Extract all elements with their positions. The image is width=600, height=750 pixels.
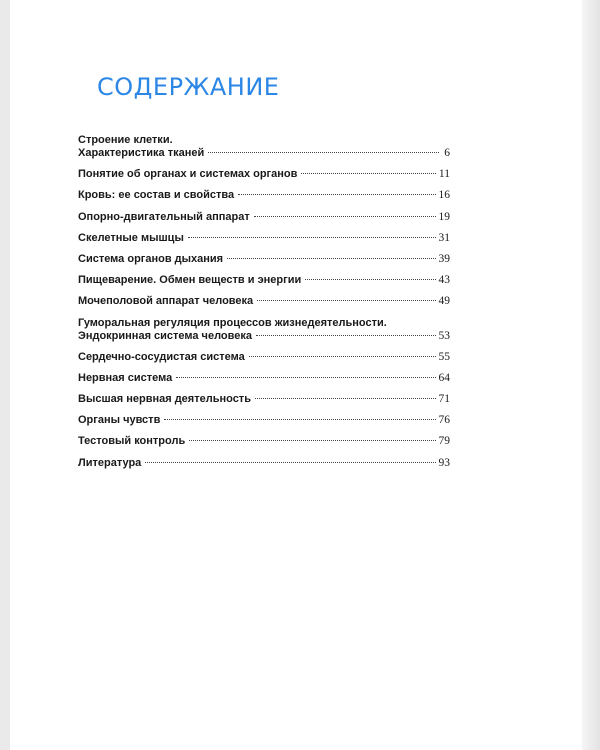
toc-entry-page: 55: [438, 350, 450, 363]
page-edge: [582, 0, 600, 750]
toc-entry-page: 76: [438, 414, 450, 427]
dot-leader: [249, 356, 436, 357]
toc-entry-label: Пищеварение. Обмен веществ и энергии: [78, 274, 302, 287]
toc-entry-page: 31: [438, 231, 450, 244]
toc-entry-page: 49: [438, 295, 450, 308]
toc-entry: [78, 457, 450, 470]
dot-leader: [145, 462, 435, 463]
toc-entry-label: Нервная система: [78, 371, 173, 384]
toc-entry-label: Мочеполовой аппарат человека: [78, 295, 254, 308]
toc-entry-page: 16: [438, 189, 450, 202]
toc-entry: [78, 134, 450, 160]
toc-entry: [78, 435, 450, 448]
toc-entry-label: Органы чувств: [78, 414, 161, 427]
toc-entry-page: 19: [438, 210, 450, 223]
toc-entry-page: 93: [438, 456, 450, 469]
toc-entry: [78, 351, 450, 364]
toc-entry-label: Скелетные мышцы: [78, 231, 184, 244]
toc-entry: [78, 232, 450, 245]
toc-entry: [78, 393, 450, 406]
dot-leader: [176, 377, 435, 378]
toc-entry: [78, 274, 450, 287]
dot-leader: [188, 237, 436, 238]
dot-leader: [189, 440, 435, 441]
toc-entry: [78, 317, 450, 343]
toc-entry-label-line1: Строение клетки.: [78, 134, 173, 146]
toc-entry-label: Кровь: ее состав и свойства: [78, 189, 235, 202]
dot-leader: [256, 335, 436, 336]
toc-entry-label: Система органов дыхания: [78, 252, 224, 265]
page-title: СОДЕРЖАНИЕ: [97, 73, 280, 101]
toc-entry: [78, 414, 450, 427]
toc-entry-page: 6: [444, 147, 450, 159]
toc-entry: [78, 211, 450, 224]
toc-entry-label: Эндокринная система человека: [78, 329, 252, 342]
dot-leader: [208, 152, 439, 153]
toc-entry-label: Тестовый контроль: [78, 435, 186, 448]
toc-entry-label-line1: Гуморальная регуляция процессов жизнедеятельности.: [78, 316, 387, 329]
toc-entry-label: Характеристика тканей: [78, 147, 205, 159]
toc-entry: [78, 253, 450, 266]
dot-leader: [164, 419, 435, 420]
toc-entry-page: 79: [438, 435, 450, 448]
book-page: [10, 0, 582, 750]
dot-leader: [255, 398, 436, 399]
toc-entry: [78, 372, 450, 385]
toc-entry-page: 64: [438, 371, 450, 384]
dot-leader: [301, 173, 436, 174]
toc-entry-label: Понятие об органах и системах органов: [78, 168, 298, 181]
toc-entry-label: Опорно-двигательный аппарат: [78, 210, 250, 223]
dot-leader: [227, 258, 435, 259]
toc-entry-label: Сердечно-сосудистая система: [78, 350, 245, 363]
toc-entry-label: Литература: [78, 456, 142, 469]
toc-entry-page: 43: [438, 274, 450, 287]
dot-leader: [305, 279, 435, 280]
toc-entry-page: 39: [438, 252, 450, 265]
table-of-contents: [78, 134, 450, 478]
dot-leader: [238, 194, 435, 195]
toc-entry-page: 11: [438, 168, 450, 181]
toc-entry-page: 71: [438, 393, 450, 406]
toc-entry-label: Высшая нервная деятельность: [78, 393, 251, 406]
toc-entry-page: 53: [438, 329, 450, 342]
toc-entry: [78, 189, 450, 202]
toc-entry: [78, 295, 450, 308]
dot-leader: [257, 300, 435, 301]
dot-leader: [254, 216, 436, 217]
toc-entry: [78, 168, 450, 181]
